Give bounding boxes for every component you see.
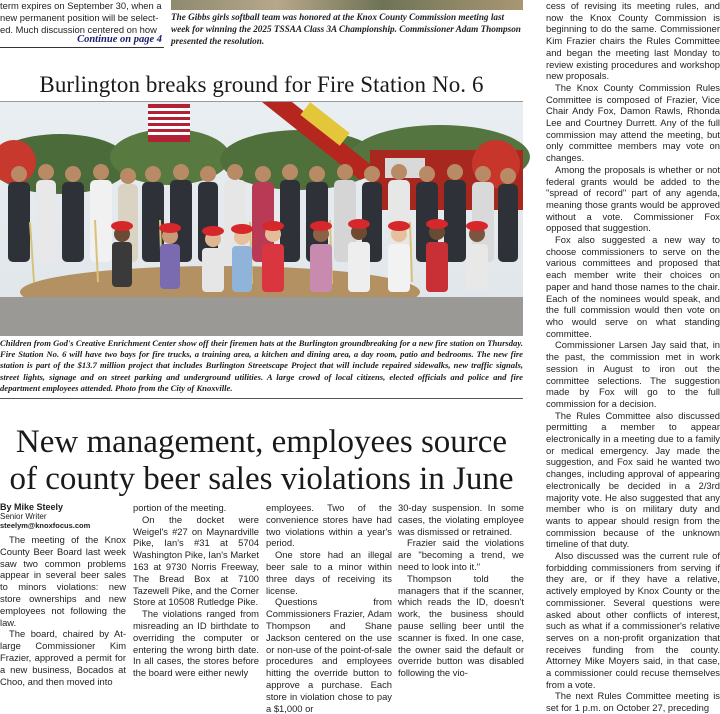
fire-station-headline: Burlington breaks ground for Fire Station No. 6 xyxy=(39,72,484,97)
story-paragraph: employees. Two of the convenience stores have had two violations within a year's period. xyxy=(266,502,392,549)
story-paragraph: portion of the meeting. xyxy=(133,502,227,513)
story-paragraph: One store had an illegal beer sale to a minor within three days of receiving its license. xyxy=(266,549,392,596)
story-paragraph: The board, chaired by At-large Commissioner Kim Frazier, approved a permit for a new business, Bocados at Choo, and then moved into xyxy=(0,628,126,687)
story-column-1 xyxy=(0,534,126,687)
continue-link[interactable]: Continue on page 4 xyxy=(77,34,162,45)
teaser-snippet xyxy=(0,0,164,50)
beer-violations-headline: New management, employees source of county beer sales violations in June xyxy=(9,424,514,497)
story-column-2 xyxy=(133,502,259,679)
story-paragraph: The violations ranged from misreading an ID birthdate to overriding the computer or entering the wrong birth date. In all cases, the stores before the board were either newly xyxy=(133,608,259,679)
teaser-divider xyxy=(0,47,164,48)
groundbreaking-photo-caption: Children from God's Creative Enrichment Center show off their firemen hats at the Burlington groundbreaking for a new fire station on Thursday. Fire Station No. 6 will have two bays for fire trucks, a training area, a kitchen and dining area, a day room, patio and bedrooms. The new fire station is part of the $13.7 million project that includes Burlington Streetscape Project that will include repaired sidewalks, new traffic signals, street lights, signage and on street parking and underground utilities. A large crowd of local citizens, elected officials and police and fire department employees attended. Photo from the City of Knoxville. xyxy=(0,338,523,393)
column-paragraph: The Rules Committee also discussed permitting a member to appear electronically in a meeting due to a family or medical emergency. Jay made the suggestion, and Fox said he wanted two changes, including approval of appearing electronically be decided in a 2/3rd majority vote. He also suggested that any member who is on military duty and wants to appear should resign from the commission because of the unknown timeline of that duty. xyxy=(546,409,720,550)
softball-photo-caption: The Gibbs girls softball team was honored at the Knox County Commission meeting last week for winning the 2025 TSSAA Class 3A Championship. Commissioner Adam Thompson presented the resolution. xyxy=(171,12,521,46)
column-paragraph: Also discussed was the current rule of forbidding commissioners from serving if they are, or if they have a relative, actively employed by Knox County or the commissioner. Several questions were asked about other conflicts of interest, such as what if a commissioner's relative serves on a non-profit organization that receives funding from the county. Attorney Mike Moyers said, in that case, a commissioner could recuse themselves from a vote. xyxy=(546,550,720,690)
teaser-line: new permanent position will be select- xyxy=(0,11,159,23)
column-paragraph: Among the proposals is whether or not federal grants would be added to the "spread of record" part of any agenda, meaning those grants would be approved without a vote. Commissioner Fox opposed that suggestion. xyxy=(546,163,720,234)
byline-title: Senior Writer xyxy=(0,512,47,521)
byline-email[interactable]: steelym@knoxfocus.com xyxy=(0,521,91,530)
column-paragraph: The next Rules Committee meeting is set for 1 p.m. on October 27, preceding xyxy=(546,690,720,714)
section-divider xyxy=(0,398,523,399)
softball-photo xyxy=(171,0,523,10)
column-paragraph: The Knox County Commission Rules Committee is composed of Frazier, Vice Chair Andy Fox, Damon Rawls, Rhonda Lee and Courtney Durrett. Any of the full commission may attend the meeting, but only committee members may vote on changes. xyxy=(546,81,720,164)
story-paragraph: Questions from Commissioners Frazier, Adam Thompson and Shane Jackson centered on the use or non-use of the point-of-sale procedures and employees hitting the override button to approve a purchase. Each store in violation chose to pay a $1,000 or xyxy=(266,596,392,714)
story-paragraph: Thompson told the managers that if the scanner, which reads the ID, doesn't work, the business should pause selling beer until the scanner is fixed. In one case, the owner said the default or override button was disabled following the vio- xyxy=(398,572,524,679)
column-paragraph: Commissioner Larsen Jay said that, in the past, the commission met in work session in August to iron out the committee selections. The suggestion made by Fox will go to the full commission for a decision. xyxy=(546,339,720,409)
column-paragraph: cess of revising its meeting rules, and now the Knox County Commission is beginning to do the same. Commissioner Kim Frazier chairs the Rules Committee and began the meeting last Monday to review existing procedures and workshop new proposals. xyxy=(546,0,720,82)
teaser-line: term expires on September 30, when a xyxy=(0,0,162,11)
story-paragraph: 30-day suspension. In some cases, the violating employee was dismissed or retrained. xyxy=(398,502,524,537)
byline xyxy=(0,502,128,530)
story-paragraph: The meeting of the Knox County Beer Board last week saw two common problems appear in several beer sales to minors violations: new store ownerships and new employees not following the law. xyxy=(0,534,126,628)
rules-committee-column xyxy=(546,0,720,714)
story-paragraph: On the docket were Weigel's #27 on Maynardville Pike, Ian's #31 at 5704 Washington Pike, Ian's Market 163 at 9730 Norris Freeway, The Bread Box at 7100 Tazewell Pike, and the Corner Store at 10508 Rutledge Pike. xyxy=(133,513,259,608)
byline-author: By Mike Steely xyxy=(0,502,64,512)
teaser-line: ed. Much discussion centered on how xyxy=(0,23,157,35)
story-paragraph: Frazier said the violations are "becoming a trend, we need to look into it." xyxy=(398,537,524,572)
groundbreaking-photo xyxy=(0,101,523,335)
story-column-3 xyxy=(266,502,392,714)
column-paragraph: Fox also suggested a new way to choose commissioners to serve on the various committees and proposed that each member write their choices on paper and hand those names to the chair. Each of the nominees would speak, and the full commission would then vote on who would serve on what standing committee. xyxy=(546,234,720,339)
story-column-4 xyxy=(398,502,524,679)
